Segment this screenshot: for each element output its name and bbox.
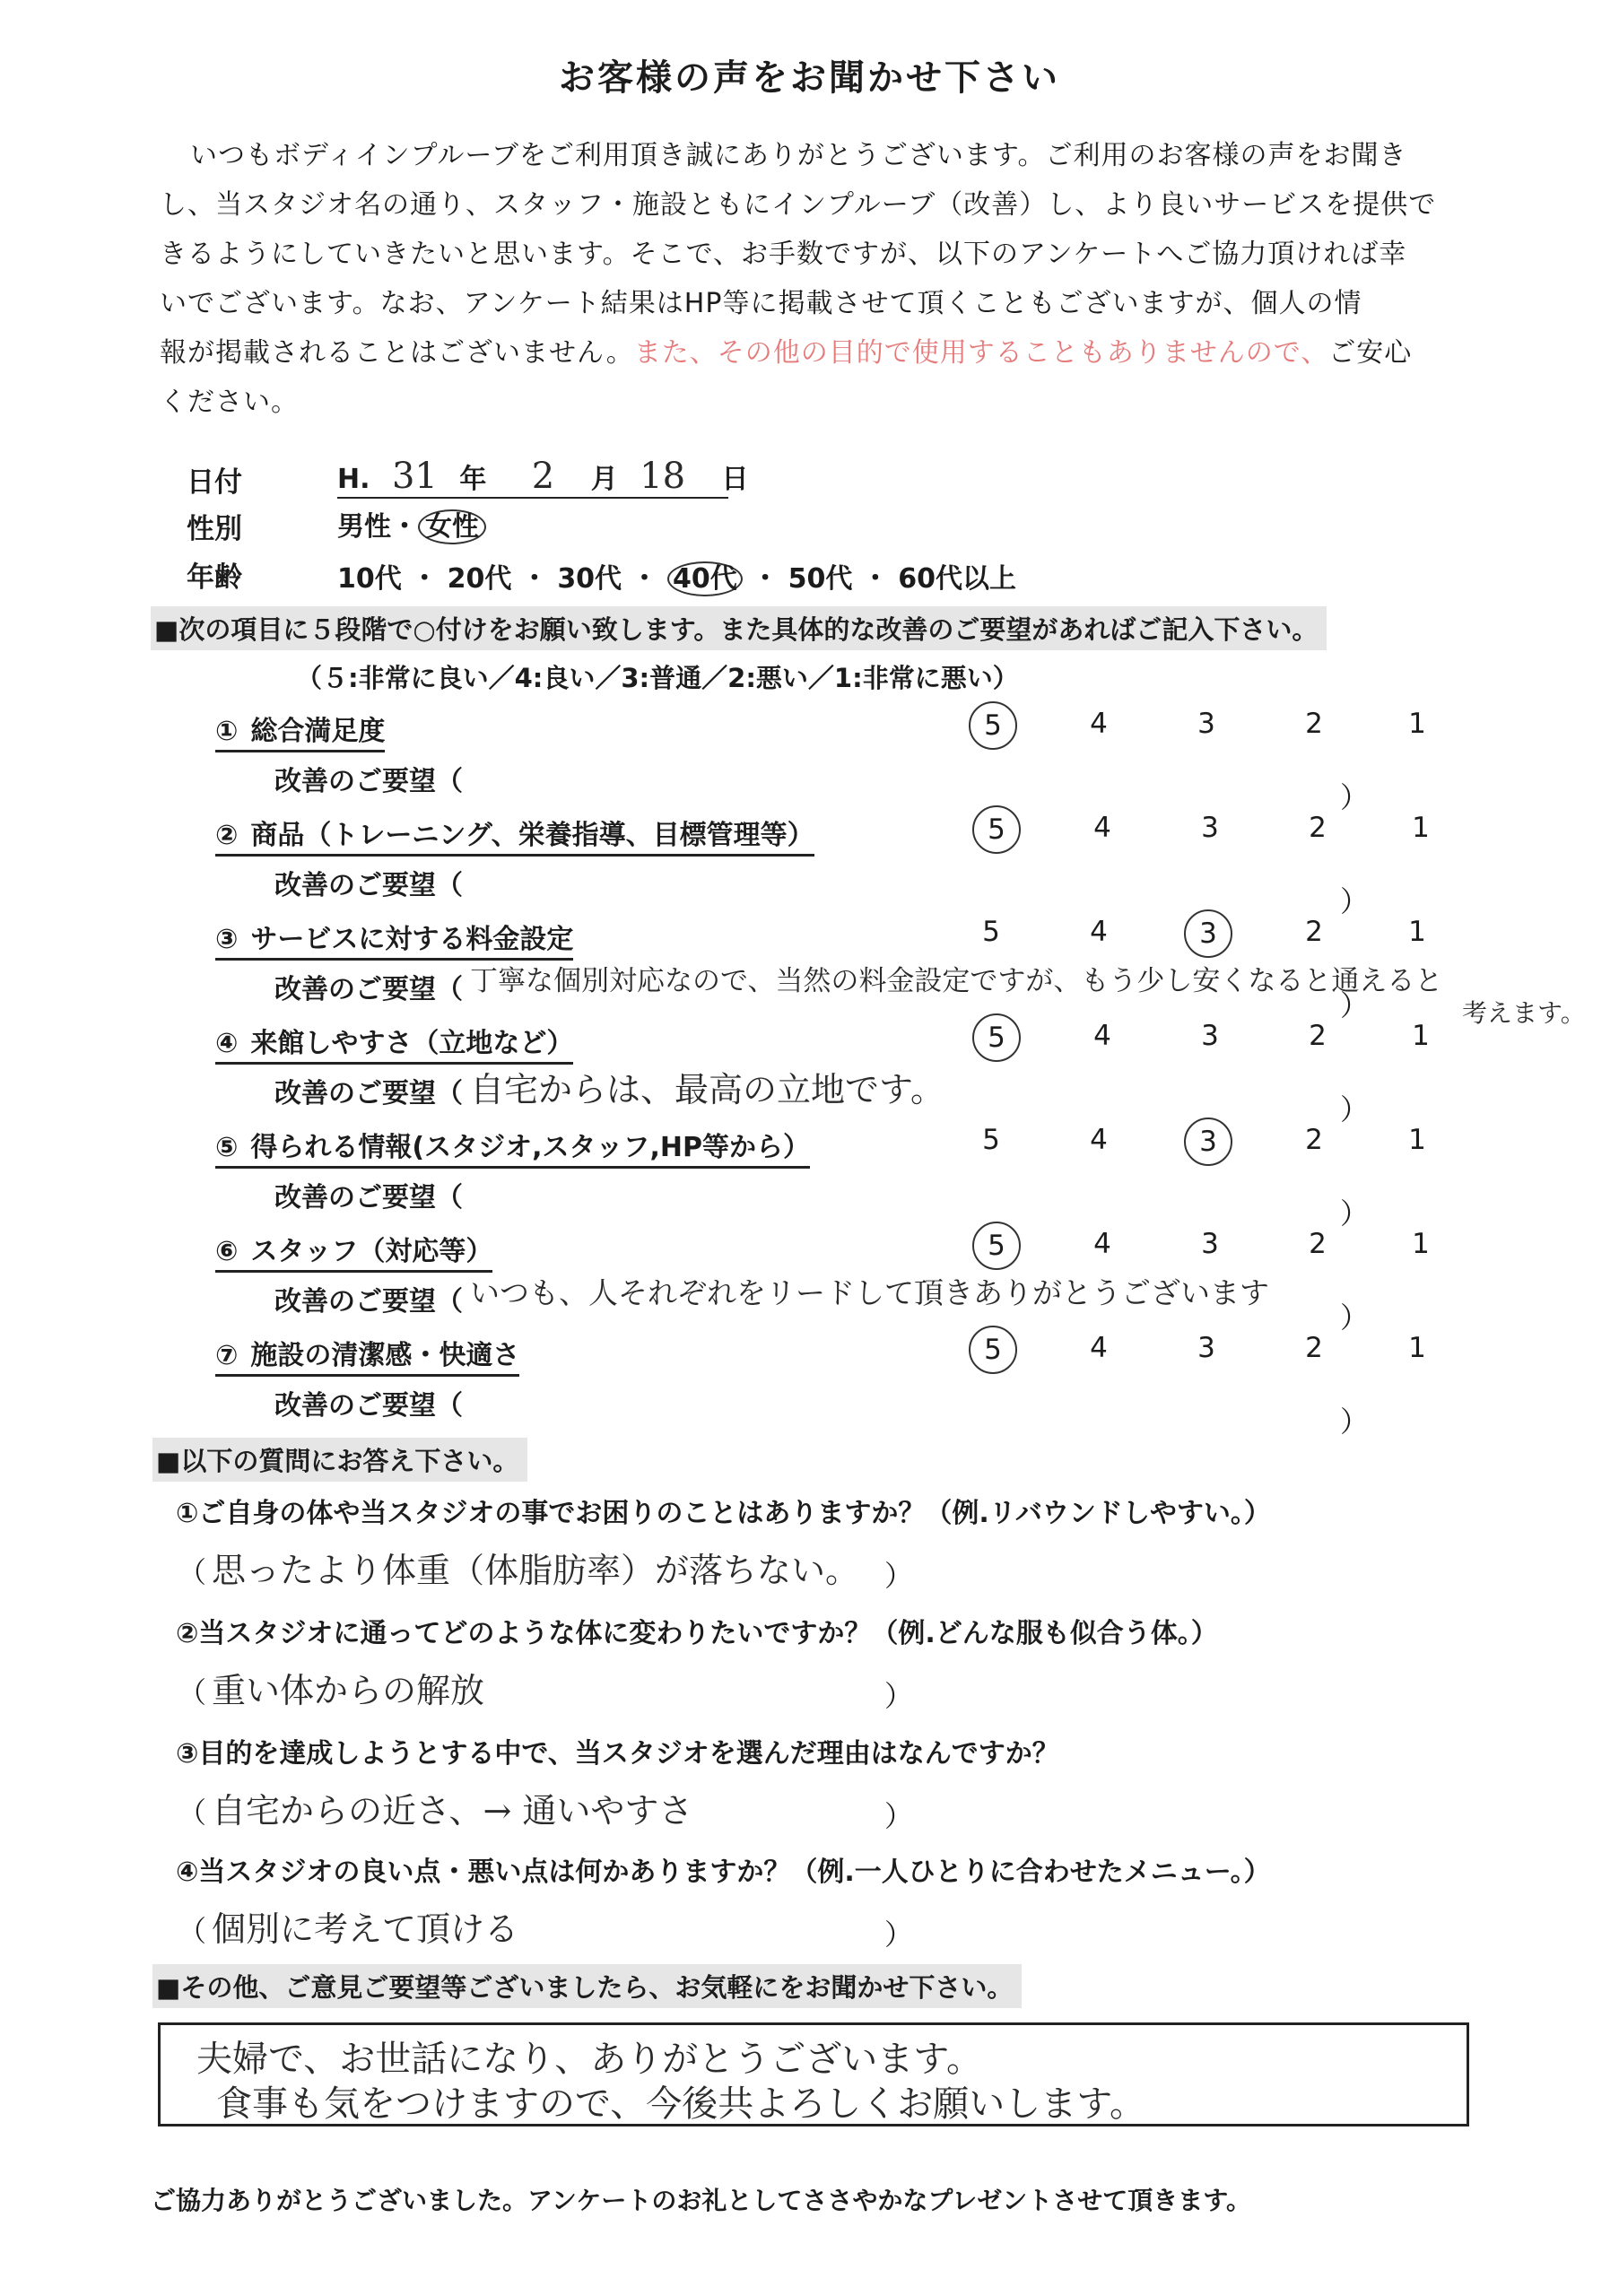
improvement-request-row[interactable]	[274, 1279, 463, 1318]
intro-line-5-tail: ご安心	[1328, 337, 1413, 369]
answer-4[interactable]: 個別に考えて頂ける	[212, 1909, 519, 1949]
rating-item-label: サービスに対する料金設定	[250, 924, 574, 955]
rating-item-number: ⑥	[215, 1236, 239, 1267]
rating-score-5-selected[interactable]: 5	[969, 701, 1017, 750]
intro-line-3: きるようにしていきたいと思います。そこで、お手数ですが、以下のアンケートへご協力頂ければ幸	[160, 239, 1407, 270]
date-day-suffix: 日	[721, 464, 749, 495]
intro-line-5-highlight: また、その他の目的で使用することもありませんので、	[633, 337, 1329, 369]
improvement-request-label: 改善のご要望（	[274, 1286, 463, 1318]
rating-item-title	[215, 1021, 573, 1065]
rating-item-title	[215, 917, 573, 961]
rating-item-title	[215, 813, 814, 857]
improvement-close-paren: ）	[1340, 1196, 1370, 1231]
date-era: H.	[337, 464, 370, 495]
rating-score-3-selected[interactable]: 3	[1184, 1118, 1232, 1166]
intro-line-5-plain: 報が掲載されることはございません。	[160, 337, 634, 369]
age-10s[interactable]: 10代	[337, 563, 402, 595]
rating-score-4[interactable]: 4	[1090, 1124, 1108, 1156]
improvement-close-paren: ）	[1340, 780, 1370, 814]
rating-score-2[interactable]: 2	[1309, 1020, 1327, 1052]
rating-item-number: ⑦	[215, 1340, 239, 1371]
rating-score-3[interactable]: 3	[1201, 1228, 1219, 1260]
question-4: ④当スタジオの良い点・悪い点は何かありますか？（例.一人ひとりに合わせたメニュー。）	[176, 1857, 1271, 1888]
date-label: 日付	[187, 466, 242, 499]
improvement-request-label: 改善のご要望（	[274, 870, 463, 901]
answer-open-paren: （	[178, 1914, 207, 1948]
date-year-suffix: 年	[459, 464, 487, 495]
answer-2[interactable]: 重い体からの解放	[212, 1671, 485, 1710]
rating-score-1[interactable]: 1	[1408, 708, 1426, 740]
rating-score-5[interactable]: 5	[982, 916, 1000, 948]
improvement-request-text: 丁寧な個別対応なので、当然の料金設定ですが、もう少し安くなると通えると	[470, 965, 1443, 997]
answer-close-paren: ）	[884, 1559, 914, 1593]
intro-line-5	[160, 330, 1412, 370]
rating-item-label: 来館しやすさ（立地など）	[250, 1028, 574, 1059]
improvement-request-label: 改善のご要望（	[274, 1078, 463, 1109]
date-day: 18	[640, 456, 686, 497]
improvement-request-label: 改善のご要望（	[274, 974, 463, 1005]
rating-score-3[interactable]: 3	[1201, 812, 1219, 844]
age-sep: ・	[411, 563, 439, 595]
rating-score-4[interactable]: 4	[1090, 708, 1108, 740]
intro-line-1: いつもボディインプルーブをご利用頂き誠にありがとうございます。ご利用のお客様の声をお聞き	[190, 140, 1407, 171]
rating-item-number: ③	[215, 924, 239, 955]
age-sep: ・	[520, 563, 548, 595]
question-3: ③目的を達成しようとする中で、当スタジオを選んだ理由はなんですか？	[176, 1738, 1059, 1770]
improvement-request-text: いつも、人それぞれをリードして頂きありがとうございます	[470, 1275, 1269, 1310]
rating-score-5-selected[interactable]: 5	[972, 1013, 1021, 1062]
date-year: 31	[391, 456, 438, 497]
age-40s-selected[interactable]: 40代	[667, 561, 743, 596]
free-comment-line-1: 夫婦で、お世話になり、ありがとうございます。	[196, 2039, 982, 2080]
page-title: お客様の声をお聞かせ下さい	[559, 57, 1060, 99]
rating-item-label: 施設の清潔感・快適さ	[250, 1340, 520, 1371]
answer-open-paren: （	[178, 1675, 207, 1709]
rating-score-1[interactable]: 1	[1412, 1020, 1430, 1052]
other-section-header: ■その他、ご意見ご要望等ございましたら、お気軽にをお聞かせ下さい。	[152, 1964, 1022, 2008]
sex-separator: ・	[391, 511, 418, 543]
sex-female-selected[interactable]: 女性	[418, 509, 486, 544]
rating-score-2[interactable]: 2	[1309, 1228, 1327, 1260]
rating-item-title	[215, 1125, 810, 1169]
age-label: 年齢	[187, 561, 242, 594]
improvement-request-row[interactable]	[274, 967, 463, 1006]
intro-line-4: いでございます。なお、アンケート結果はHP等に掲載させて頂くこともございますが、個人の情	[160, 288, 1362, 319]
age-60s-plus[interactable]: 60代以上	[898, 563, 1017, 595]
rating-score-5[interactable]: 5	[982, 1124, 1000, 1156]
sex-male[interactable]: 男性	[337, 511, 391, 543]
answer-open-paren: （	[178, 1796, 207, 1830]
questions-section-header: ■以下の質問にお答え下さい。	[152, 1438, 527, 1482]
answer-close-paren: ）	[884, 1918, 914, 1952]
rating-score-1[interactable]: 1	[1408, 916, 1426, 948]
rating-score-2[interactable]: 2	[1305, 708, 1323, 740]
sex-label: 性別	[187, 513, 242, 545]
improvement-request-label: 改善のご要望（	[274, 766, 463, 797]
improvement-request-text: 自宅からは、最高の立地です。	[470, 1070, 944, 1109]
rating-score-2[interactable]: 2	[1309, 812, 1327, 844]
age-50s[interactable]: 50代	[788, 563, 853, 595]
rating-score-2[interactable]: 2	[1305, 916, 1323, 948]
rating-score-4[interactable]: 4	[1093, 1020, 1111, 1052]
date-underline	[337, 497, 728, 499]
improvement-close-paren: ）	[1340, 988, 1370, 1022]
rating-score-5-selected[interactable]: 5	[972, 805, 1021, 854]
date-month: 2	[531, 456, 555, 497]
footer-thanks: ご協力ありがとうございました。アンケートのお礼としてささやかなプレゼントさせて頂きます。	[151, 2186, 1251, 2215]
rating-score-4[interactable]: 4	[1093, 812, 1111, 844]
date-month-suffix: 月	[590, 464, 618, 495]
age-30s[interactable]: 30代	[557, 563, 622, 595]
question-1: ①ご自身の体や当スタジオの事でお困りのことはありますか？（例.リバウンドしやすい。）	[176, 1498, 1271, 1529]
improvement-request-row[interactable]	[274, 1175, 463, 1214]
improvement-request-label: 改善のご要望（	[274, 1182, 463, 1213]
rating-score-1[interactable]: 1	[1408, 1332, 1426, 1364]
rating-legend: （５:非常に良い／4:良い／3:普通／2:悪い／1:非常に悪い）	[296, 663, 1019, 693]
rating-score-3[interactable]: 3	[1201, 1020, 1219, 1052]
rating-item-number: ②	[215, 820, 239, 851]
free-comment-line-2: 食事も気をつけますので、今後共よろしくお願いします。	[216, 2083, 1145, 2125]
rating-item-label: 商品（トレーニング、栄養指導、目標管理等）	[250, 820, 814, 851]
improvement-request-row[interactable]	[274, 1071, 463, 1110]
rating-score-1[interactable]: 1	[1412, 812, 1430, 844]
date-field[interactable]	[337, 456, 749, 497]
improvement-request-text-continued: 考えます。	[1462, 998, 1586, 1028]
rating-item-title	[215, 709, 385, 752]
improvement-request-row[interactable]	[274, 1383, 463, 1422]
improvement-request-row[interactable]	[274, 759, 463, 798]
improvement-close-paren: ）	[1340, 884, 1370, 918]
rating-score-3[interactable]: 3	[1197, 708, 1215, 740]
intro-line-2: し、当スタジオ名の通り、スタッフ・施設ともにインプルーブ（改善）し、より良いサービスを提供で	[160, 189, 1437, 221]
rating-score-4[interactable]: 4	[1093, 1228, 1111, 1260]
rating-item-label: 総合満足度	[250, 716, 386, 747]
rating-score-1[interactable]: 1	[1412, 1228, 1430, 1260]
age-20s[interactable]: 20代	[447, 563, 512, 595]
rating-item-number: ④	[215, 1028, 239, 1059]
rating-score-1[interactable]: 1	[1408, 1124, 1426, 1156]
age-options[interactable]	[337, 556, 1016, 596]
rating-item-number: ①	[215, 716, 239, 747]
answer-close-paren: ）	[884, 1799, 914, 1833]
rating-score-3[interactable]: 3	[1197, 1332, 1215, 1364]
rating-score-5-selected[interactable]: 5	[972, 1222, 1021, 1270]
rating-item-label: スタッフ（対応等）	[250, 1236, 493, 1267]
age-sep: ・	[752, 563, 779, 595]
rating-score-2[interactable]: 2	[1305, 1332, 1323, 1364]
rating-item-number: ⑤	[215, 1132, 239, 1163]
age-sep: ・	[631, 563, 658, 595]
answer-3[interactable]: 自宅からの近さ、→ 通いやすさ	[212, 1791, 693, 1831]
age-sep: ・	[861, 563, 889, 595]
rating-score-3-selected[interactable]: 3	[1184, 909, 1232, 958]
improvement-close-paren: ）	[1340, 1405, 1370, 1439]
answer-open-paren: （	[178, 1555, 207, 1589]
sex-options[interactable]	[337, 504, 486, 544]
rating-section-header: ■次の項目に５段階で○付けをお願い致します。また具体的な改善のご要望があればご記入下さい。	[151, 606, 1327, 650]
rating-score-2[interactable]: 2	[1305, 1124, 1323, 1156]
improvement-close-paren: ）	[1340, 1300, 1370, 1335]
improvement-request-row[interactable]	[274, 863, 463, 902]
improvement-close-paren: ）	[1340, 1092, 1370, 1126]
rating-score-4[interactable]: 4	[1090, 1332, 1108, 1364]
answer-close-paren: ）	[884, 1679, 914, 1713]
free-comment-box[interactable]	[158, 2022, 1469, 2126]
question-2: ②当スタジオに通ってどのような体に変わりたいですか？（例.どんな服も似合う体。）	[176, 1618, 1218, 1649]
rating-item-title	[215, 1333, 519, 1377]
rating-item-label: 得られる情報(スタジオ,スタッフ,HP等から）	[250, 1132, 811, 1163]
rating-score-5-selected[interactable]: 5	[969, 1326, 1017, 1374]
answer-1[interactable]: 思ったより体重（体脂肪率）が落ちない。	[212, 1551, 860, 1590]
improvement-request-label: 改善のご要望（	[274, 1390, 463, 1422]
rating-score-4[interactable]: 4	[1090, 916, 1108, 948]
rating-item-title	[215, 1229, 492, 1273]
intro-line-6: ください。	[160, 387, 299, 418]
